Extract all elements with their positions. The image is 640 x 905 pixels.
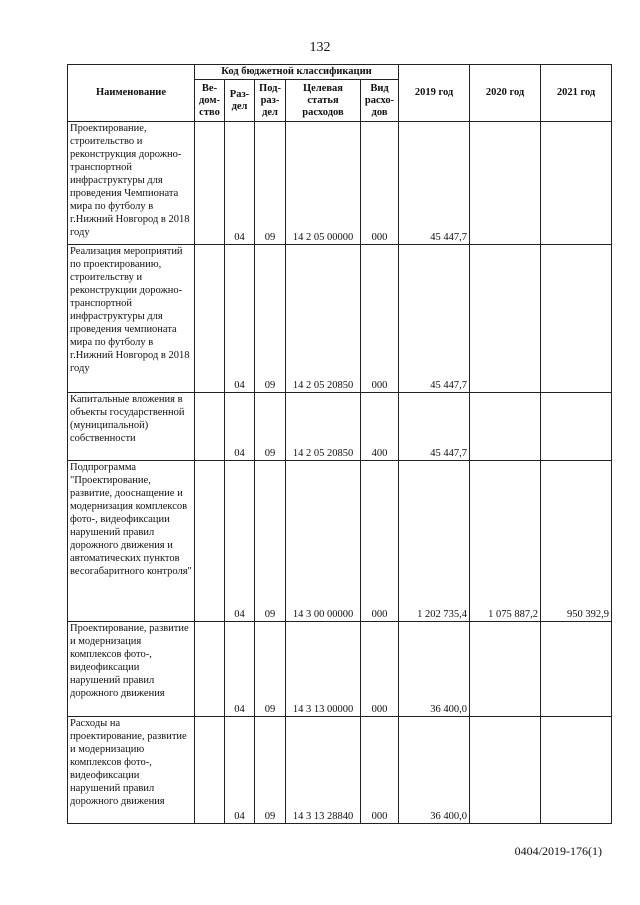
row-kind: 000 [361, 461, 399, 622]
row-2019: 45 447,7 [399, 245, 470, 393]
row-2020 [470, 622, 541, 717]
row-vedomstvo [195, 122, 225, 245]
row-vedomstvo [195, 717, 225, 824]
row-target: 14 3 13 28840 [286, 717, 361, 824]
row-2021 [541, 393, 612, 461]
row-name: Проектирование, развитие и модернизация комплексов фото-, видеофиксации нарушений правил дорожного движения [68, 622, 195, 717]
row-2021: 950 392,9 [541, 461, 612, 622]
row-target: 14 3 13 00000 [286, 622, 361, 717]
row-razdel: 04 [225, 622, 255, 717]
row-podrazdel: 09 [255, 622, 286, 717]
row-target: 14 2 05 20850 [286, 393, 361, 461]
col-razdel-header: Раз-дел [225, 80, 255, 122]
row-kind: 000 [361, 245, 399, 393]
row-2021 [541, 122, 612, 245]
row-vedomstvo [195, 622, 225, 717]
row-2020: 1 075 887,2 [470, 461, 541, 622]
row-name: Капитальные вложения в объекты государственной (муниципальной) собственности [68, 393, 195, 461]
row-kind: 400 [361, 393, 399, 461]
table-row [68, 122, 612, 245]
row-podrazdel: 09 [255, 393, 286, 461]
col-vedomstvo-header: Ве-дом-ство [195, 80, 225, 122]
table-row [68, 622, 612, 717]
row-name: Реализация мероприятий по проектированию, строительству и реконструкции дорожно-транспортной инфраструктуры для проведения чемпионата мира по футболу в г.Нижний Новгород в 2018 году [68, 245, 195, 393]
col-kind-header: Вид расхо-дов [361, 80, 399, 122]
document-code: 0404/2019-176(1) [514, 844, 602, 858]
col-2020-header: 2020 год [470, 65, 541, 122]
col-2019-header: 2019 год [399, 65, 470, 122]
budget-table [67, 64, 612, 824]
row-target: 14 2 05 00000 [286, 122, 361, 245]
col-podrazdel-header: Под-раз-дел [255, 80, 286, 122]
row-2021 [541, 245, 612, 393]
row-2019: 45 447,7 [399, 393, 470, 461]
row-vedomstvo [195, 393, 225, 461]
row-razdel: 04 [225, 717, 255, 824]
row-2020 [470, 393, 541, 461]
row-2019: 1 202 735,4 [399, 461, 470, 622]
row-razdel: 04 [225, 122, 255, 245]
col-name-header: Наименование [68, 65, 195, 122]
table-row [68, 461, 612, 622]
col-2021-header: 2021 год [541, 65, 612, 122]
page-number: 132 [309, 40, 331, 55]
row-kind: 000 [361, 122, 399, 245]
row-name: Подпрограмма "Проектирование, развитие, дооснащение и модернизация комплексов фото-, видеофиксации нарушений правил дорожного движения и автоматических пунктов весогабаритного контроля" [68, 461, 195, 622]
row-podrazdel: 09 [255, 461, 286, 622]
row-2021 [541, 717, 612, 824]
row-podrazdel: 09 [255, 122, 286, 245]
row-target: 14 2 05 20850 [286, 245, 361, 393]
row-2019: 45 447,7 [399, 122, 470, 245]
table-row [68, 393, 612, 461]
row-2021 [541, 622, 612, 717]
row-name: Проектирование, строительство и реконструкция дорожно-транспортной инфраструктуры для проведения Чемпионата мира по футболу в г.Нижний Новгород в 2018 году [68, 122, 195, 245]
row-podrazdel: 09 [255, 245, 286, 393]
row-razdel: 04 [225, 393, 255, 461]
row-target: 14 3 00 00000 [286, 461, 361, 622]
row-2019: 36 400,0 [399, 717, 470, 824]
row-razdel: 04 [225, 245, 255, 393]
row-2020 [470, 122, 541, 245]
row-razdel: 04 [225, 461, 255, 622]
row-vedomstvo [195, 461, 225, 622]
budget-classification-header: Код бюджетной классификации [195, 65, 399, 80]
table-row [68, 245, 612, 393]
table-row [68, 717, 612, 824]
row-kind: 000 [361, 717, 399, 824]
row-2020 [470, 245, 541, 393]
col-target-header: Целевая статья расходов [286, 80, 361, 122]
row-kind: 000 [361, 622, 399, 717]
row-vedomstvo [195, 245, 225, 393]
row-2019: 36 400,0 [399, 622, 470, 717]
row-podrazdel: 09 [255, 717, 286, 824]
row-name: Расходы на проектирование, развитие и модернизацию комплексов фото-, видеофиксации нарушений правил дорожного движения [68, 717, 195, 824]
row-2020 [470, 717, 541, 824]
